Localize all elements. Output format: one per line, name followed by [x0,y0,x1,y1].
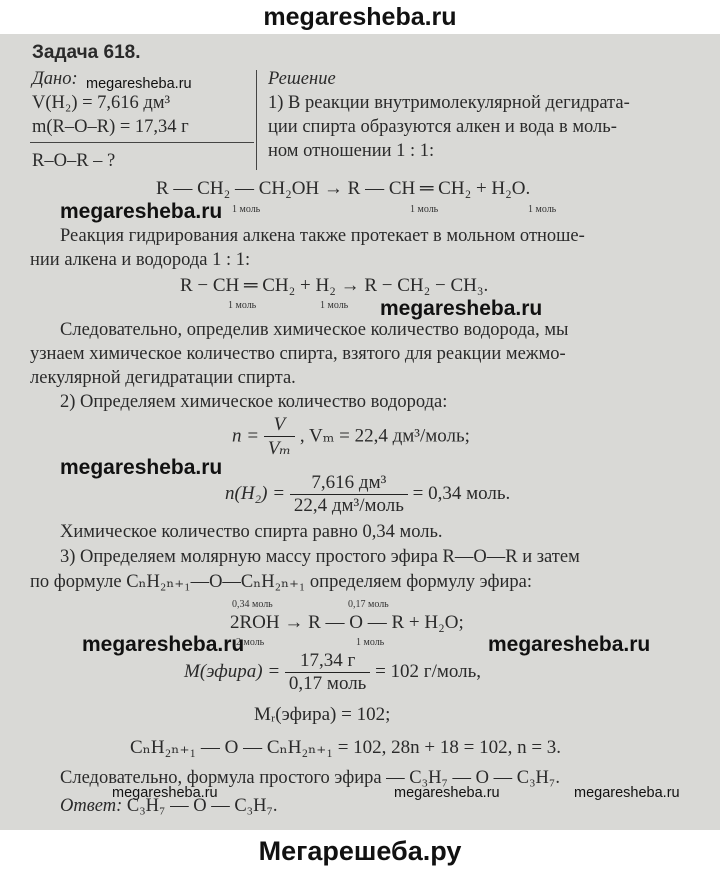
solution-p3-line1: Следовательно, определив химическое количество водорода, мы [60,320,569,340]
watermark-small: megaresheba.ru [86,76,192,92]
equation-ether: 2ROH → R — O — R + H₂O; [230,612,464,633]
fraction-numerator: 7,616 дм³ [311,472,387,493]
solution-step2: 2) Определяем химическое количество водорода: [60,392,448,412]
eq1-mol-label: 1 моль [528,204,557,215]
eq3-top-label: 0,17 моль [348,599,389,610]
solution-p2-line1: Реакция гидрирования алкена также протекает в мольном отноше- [60,226,585,246]
fraction-denominator: 22,4 дм³/моль [290,494,408,517]
eq3-top-label: 0,34 моль [232,599,273,610]
bottom-watermark-banner: Мегарешеба.ру [0,830,720,873]
formula-lhs: n = [232,425,260,447]
given-divider [30,142,254,143]
formula-rest: , Vₘ = 22,4 дм³/моль; [299,425,470,447]
formula-molar-mass [184,650,481,695]
watermark-large: megaresheba.ru [82,633,245,656]
eq3-mol-label: 1 моль [356,637,385,648]
fraction-numerator: 17,34 г [299,650,356,671]
formula-lhs: n(H₂) = [225,482,286,504]
answer-label: Ответ: [60,796,123,816]
watermark-small: megaresheba.ru [574,785,680,801]
task-title: Задача 618. [32,42,141,63]
given-volume: V(H₂) = 7,616 дм³ [32,93,171,113]
watermark-large: megaresheba.ru [60,456,223,479]
formula-amount-hydrogen [225,472,510,517]
fraction [264,414,295,460]
watermark-small: megaresheba.ru [112,785,218,801]
fraction-denominator: 0,17 моль [285,672,370,695]
given-mass: m(R–O–R) = 17,34 г [32,117,189,137]
formula-general-ether: CₙH₂ₙ₊₁ — O — CₙH₂ₙ₊₁ = 102, 28n + 18 = 102, n = 3. [130,737,562,758]
solution-p1-line2: ции спирта образуются алкен и вода в моль- [268,117,617,137]
answer-line [60,796,278,817]
solution-p2-line2: нии алкена и водорода 1 : 1: [30,250,251,270]
fraction [290,472,408,517]
formula-relative-mass: Mᵣ(эфира) = 102; [254,704,391,725]
answer-value: C₃H₇ — O — C₃H₇. [126,796,278,816]
solution-p1-line1: 1) В реакции внутримолекулярной дегидрата- [268,93,630,113]
eq3-mol-label: 2 моль [236,637,265,648]
solution-p4: Химическое количество спирта равно 0,34 моль. [60,522,443,542]
textbook-page [0,34,720,830]
equation-dehydration: R — CH₂ — CH₂OH → R — CH ═ CH₂ + H₂O. [156,178,531,199]
eq2-mol-label: 1 моль [228,300,257,311]
given-separator [256,70,257,170]
solution-label: Решение [268,69,336,89]
watermark-large: megaresheba.ru [380,297,543,320]
fraction-denominator: Vₘ [264,436,295,460]
solution-p3-line3: лекулярной дегидратации спирта. [30,368,296,388]
solution-p3-line2: узнаем химическое количество спирта, взятого для реакции межмо- [30,344,566,364]
eq1-mol-label: 1 моль [232,204,261,215]
fraction-numerator: V [273,414,286,435]
watermark-large: megaresheba.ru [488,633,651,656]
eq1-mol-label: 1 моль [410,204,439,215]
eq2-mol-label: 1 моль [320,300,349,311]
watermark-large: megaresheba.ru [60,200,223,223]
given-find: R–O–R – ? [32,151,116,171]
top-watermark-banner: megaresheba.ru [0,0,720,34]
formula-amount-general [232,414,470,460]
fraction [285,650,370,695]
solution-p1-line3: ном отношении 1 : 1: [268,141,435,161]
formula-rest: = 0,34 моль. [412,482,511,504]
formula-rest: = 102 г/моль, [375,660,482,682]
formula-lhs: M(эфира) = [184,660,281,682]
solution-p5: Следовательно, формула простого эфира — C₃H₇ — O — C₃H₇. [60,768,560,788]
solution-step3-line2: по формуле CₙH₂ₙ₊₁—O—CₙH₂ₙ₊₁ определяем формулу эфира: [30,572,532,592]
watermark-small: megaresheba.ru [394,785,500,801]
equation-hydrogenation: R − CH ═ CH₂ + H₂ → R − CH₂ − CH₃. [180,275,489,296]
solution-step3-line1: 3) Определяем молярную массу простого эфира R—O—R и затем [60,547,580,567]
given-label: Дано: [32,69,78,89]
